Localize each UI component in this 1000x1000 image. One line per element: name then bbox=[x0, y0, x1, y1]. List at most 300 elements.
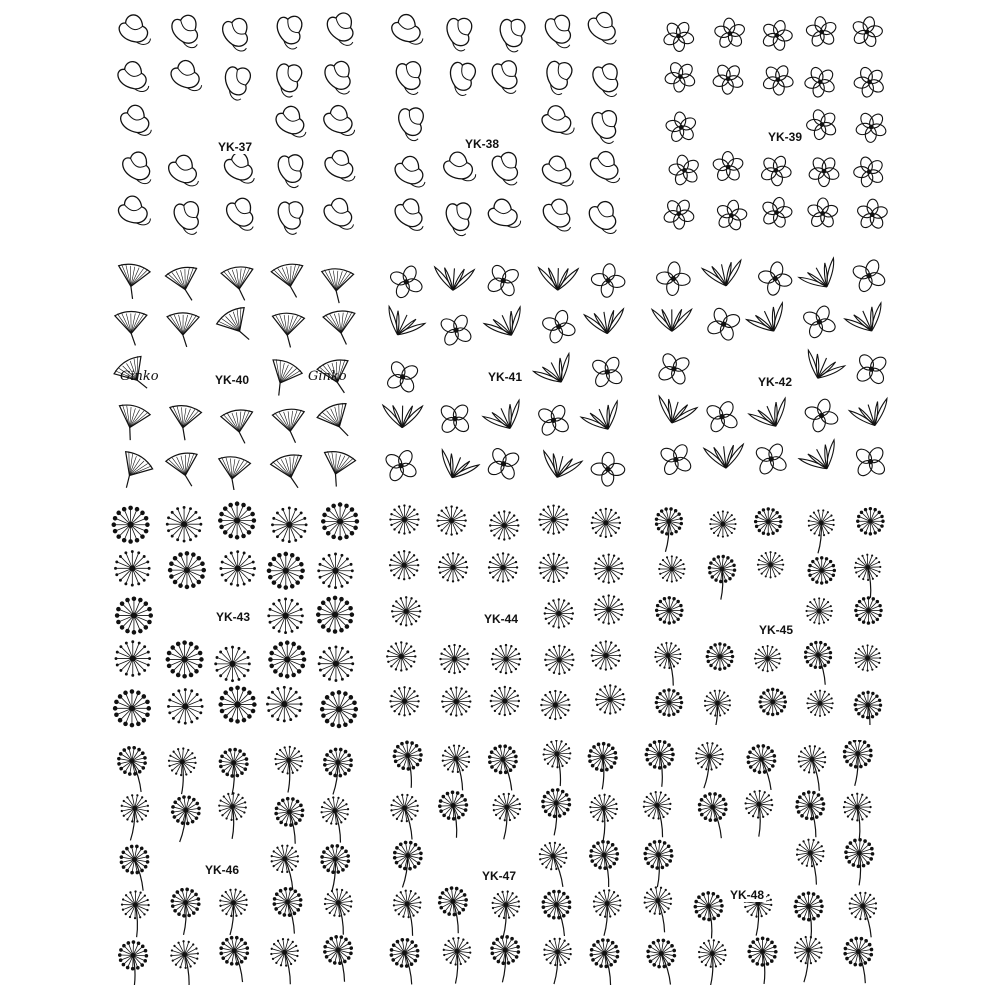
motif-shape bbox=[320, 690, 358, 728]
motif-shape bbox=[756, 15, 797, 55]
motif-shape bbox=[806, 690, 833, 717]
motif-shape bbox=[658, 54, 703, 99]
motif-shape bbox=[436, 885, 471, 935]
motif-shape bbox=[756, 58, 800, 101]
motif-shape bbox=[799, 102, 844, 147]
motif-shape bbox=[440, 742, 475, 792]
sheet-yk-40 bbox=[108, 255, 363, 490]
motif-shape bbox=[488, 791, 524, 842]
motif-shape bbox=[114, 193, 152, 233]
motif-shape bbox=[538, 451, 582, 483]
sheet-yk-41 bbox=[378, 258, 633, 490]
motif-shape bbox=[695, 789, 734, 842]
motif-shape bbox=[489, 510, 519, 540]
motif-shape bbox=[386, 837, 426, 890]
motif-shape bbox=[749, 398, 794, 434]
motif-shape bbox=[214, 646, 250, 682]
motif-shape bbox=[436, 505, 466, 535]
motif-shape bbox=[488, 552, 518, 582]
motif-shape bbox=[800, 350, 845, 386]
motif-shape bbox=[803, 507, 837, 555]
motif-shape bbox=[321, 933, 358, 984]
motif-shape bbox=[317, 553, 353, 589]
sheet-code-label: YK-43 bbox=[216, 610, 251, 624]
motif-shape bbox=[847, 13, 886, 51]
motif-shape bbox=[382, 405, 422, 428]
motif-shape bbox=[273, 104, 307, 142]
motif-shape bbox=[806, 198, 840, 230]
motif-shape bbox=[793, 891, 824, 939]
motif-shape bbox=[222, 150, 255, 188]
motif-shape bbox=[694, 938, 728, 985]
motif-shape bbox=[805, 597, 832, 624]
motif-shape bbox=[708, 146, 748, 187]
motif-shape bbox=[167, 886, 203, 937]
motif-shape bbox=[655, 596, 684, 625]
motif-shape bbox=[391, 888, 425, 938]
motif-shape bbox=[706, 642, 735, 671]
motif-shape bbox=[699, 394, 745, 440]
motif-shape bbox=[113, 262, 151, 301]
sweet-pea-flowers-icon bbox=[108, 12, 363, 242]
motif-shape bbox=[115, 59, 150, 98]
motif-shape bbox=[539, 153, 575, 192]
motif-shape bbox=[856, 507, 885, 536]
motif-shape bbox=[271, 312, 305, 348]
motif-shape bbox=[484, 307, 529, 344]
motif-shape bbox=[641, 884, 677, 935]
motif-shape bbox=[801, 395, 843, 437]
motif-shape bbox=[165, 404, 202, 443]
sheet-code-label: YK-45 bbox=[759, 623, 794, 637]
motif-shape bbox=[542, 198, 571, 233]
motif-shape bbox=[847, 255, 891, 298]
motif-shape bbox=[849, 105, 893, 150]
motif-shape bbox=[843, 793, 872, 840]
motif-shape bbox=[538, 268, 578, 291]
motif-shape bbox=[487, 888, 522, 938]
motif-shape bbox=[591, 640, 621, 670]
motif-shape bbox=[653, 436, 699, 482]
sheet-code-label: YK-42 bbox=[758, 375, 793, 389]
motif-shape bbox=[221, 265, 257, 303]
sheet-code-label: YK-46 bbox=[205, 863, 240, 877]
motif-shape bbox=[702, 302, 746, 346]
motif-shape bbox=[537, 786, 573, 837]
motif-shape bbox=[591, 62, 619, 97]
motif-shape bbox=[748, 436, 794, 482]
motif-shape bbox=[431, 395, 478, 442]
motif-shape bbox=[699, 687, 734, 725]
motif-shape bbox=[389, 504, 419, 534]
motif-shape bbox=[322, 196, 355, 234]
motif-shape bbox=[842, 837, 875, 886]
motif-shape bbox=[218, 685, 256, 723]
motif-shape bbox=[658, 14, 701, 58]
motif-shape bbox=[706, 57, 751, 102]
motif-shape bbox=[166, 153, 199, 191]
motif-shape bbox=[267, 598, 303, 634]
motif-shape bbox=[854, 553, 883, 598]
motif-shape bbox=[114, 745, 154, 796]
ginko-script-right: Ginko bbox=[308, 369, 347, 384]
motif-shape bbox=[588, 839, 622, 889]
dandelion-stem-icon bbox=[380, 740, 630, 985]
motif-shape bbox=[166, 506, 202, 542]
motif-shape bbox=[114, 791, 151, 842]
motif-shape bbox=[538, 553, 568, 583]
motif-shape bbox=[166, 640, 204, 678]
motif-shape bbox=[594, 553, 624, 583]
motif-shape bbox=[539, 887, 578, 939]
motif-shape bbox=[221, 17, 250, 52]
motif-shape bbox=[387, 936, 425, 985]
motif-shape bbox=[440, 149, 478, 190]
motif-shape bbox=[214, 886, 250, 937]
motif-shape bbox=[216, 933, 255, 985]
motif-shape bbox=[807, 556, 836, 585]
motif-shape bbox=[171, 199, 201, 235]
motif-shape bbox=[754, 149, 797, 192]
motif-shape bbox=[269, 936, 303, 985]
motif-shape bbox=[588, 936, 624, 985]
motif-shape bbox=[538, 56, 576, 97]
motif-shape bbox=[163, 792, 204, 845]
motif-shape bbox=[757, 551, 784, 578]
motif-shape bbox=[754, 507, 783, 536]
motif-shape bbox=[315, 400, 359, 444]
motif-shape bbox=[315, 842, 352, 894]
motif-shape bbox=[590, 262, 627, 299]
motif-shape bbox=[544, 14, 571, 48]
motif-shape bbox=[392, 740, 425, 789]
motif-shape bbox=[794, 837, 829, 887]
ginko-script-left: Ginko bbox=[120, 369, 159, 384]
motif-shape bbox=[440, 13, 476, 52]
motif-shape bbox=[118, 103, 153, 142]
sheet-code-label: YK-38 bbox=[465, 137, 500, 151]
motif-shape bbox=[845, 303, 890, 339]
motif-shape bbox=[757, 194, 796, 232]
motif-shape bbox=[588, 107, 620, 144]
motif-shape bbox=[758, 688, 787, 717]
motif-shape bbox=[441, 686, 471, 716]
motif-shape bbox=[217, 61, 255, 102]
motif-shape bbox=[219, 550, 255, 586]
rose-blossom-icon bbox=[658, 12, 893, 237]
motif-shape bbox=[378, 443, 424, 489]
motif-shape bbox=[323, 309, 359, 346]
sheet-yk-38 bbox=[383, 10, 628, 245]
sheet-code-label: YK-41 bbox=[488, 370, 523, 384]
motif-shape bbox=[838, 740, 875, 788]
motif-shape bbox=[640, 838, 674, 888]
motif-shape bbox=[534, 354, 579, 392]
motif-shape bbox=[799, 440, 844, 478]
motif-shape bbox=[536, 838, 576, 890]
motif-shape bbox=[588, 887, 624, 938]
motif-shape bbox=[272, 408, 307, 445]
motif-shape bbox=[588, 201, 616, 235]
motif-shape bbox=[538, 935, 574, 985]
motif-shape bbox=[321, 103, 356, 142]
sweet-pea-flowers-icon bbox=[383, 10, 628, 245]
motif-shape bbox=[379, 354, 425, 400]
motif-shape bbox=[172, 15, 198, 48]
motif-shape bbox=[756, 259, 795, 298]
motif-shape bbox=[848, 346, 895, 393]
motif-shape bbox=[112, 506, 150, 544]
motif-shape bbox=[165, 450, 204, 490]
sheet-code-label: YK-37 bbox=[218, 140, 253, 154]
motif-shape bbox=[651, 346, 697, 392]
motif-shape bbox=[847, 59, 892, 104]
motif-shape bbox=[712, 197, 750, 234]
motif-shape bbox=[705, 553, 738, 600]
motif-shape bbox=[327, 13, 353, 45]
motif-shape bbox=[316, 596, 354, 634]
motif-shape bbox=[660, 106, 702, 149]
motif-shape bbox=[584, 309, 627, 337]
motif-shape bbox=[380, 306, 425, 343]
sheet-code-label: YK-47 bbox=[482, 869, 517, 883]
motif-shape bbox=[653, 640, 685, 687]
motif-shape bbox=[747, 936, 778, 984]
motif-shape bbox=[795, 743, 831, 794]
motif-shape bbox=[270, 262, 308, 301]
motif-shape bbox=[491, 644, 521, 674]
motif-shape bbox=[226, 198, 254, 232]
motif-shape bbox=[653, 396, 697, 429]
sheet-yk-44 bbox=[378, 500, 633, 725]
motif-shape bbox=[794, 789, 829, 840]
motif-shape bbox=[754, 645, 781, 672]
motif-shape bbox=[389, 686, 419, 716]
motif-shape bbox=[268, 842, 305, 893]
motif-shape bbox=[849, 399, 893, 432]
motif-shape bbox=[273, 151, 306, 189]
motif-shape bbox=[490, 59, 518, 94]
motif-shape bbox=[272, 12, 306, 50]
motif-shape bbox=[655, 688, 684, 717]
motif-shape bbox=[854, 644, 881, 671]
motif-shape bbox=[113, 689, 151, 727]
motif-shape bbox=[218, 501, 256, 539]
motif-shape bbox=[442, 57, 480, 98]
motif-shape bbox=[319, 795, 353, 845]
motif-shape bbox=[168, 551, 206, 589]
motif-shape bbox=[392, 59, 423, 96]
motif-shape bbox=[585, 741, 619, 791]
motif-shape bbox=[169, 939, 201, 985]
motif-shape bbox=[587, 11, 617, 47]
motif-shape bbox=[270, 885, 307, 937]
motif-shape bbox=[742, 789, 774, 837]
sheet-yk-42 bbox=[650, 255, 895, 485]
motif-shape bbox=[220, 408, 257, 446]
motif-shape bbox=[847, 438, 894, 485]
sheet-yk-39 bbox=[658, 12, 893, 237]
dandelion-stem-icon bbox=[635, 740, 885, 985]
sheet-yk-45 bbox=[645, 500, 895, 725]
motif-shape bbox=[440, 198, 474, 237]
motif-shape bbox=[538, 306, 580, 348]
motif-shape bbox=[542, 740, 573, 787]
motif-shape bbox=[641, 789, 675, 839]
motif-shape bbox=[394, 198, 424, 234]
motif-shape bbox=[111, 402, 151, 444]
motif-shape bbox=[655, 261, 691, 297]
motif-shape bbox=[491, 152, 518, 185]
motif-shape bbox=[115, 596, 153, 634]
motif-shape bbox=[322, 148, 356, 186]
motif-shape bbox=[116, 12, 152, 52]
motif-shape bbox=[165, 746, 198, 795]
motif-shape bbox=[493, 14, 529, 54]
sheet-code-label: YK-39 bbox=[768, 130, 803, 144]
motif-shape bbox=[117, 940, 149, 985]
motif-shape bbox=[391, 596, 421, 626]
motif-shape bbox=[788, 933, 825, 984]
motif-shape bbox=[215, 746, 250, 796]
motif-shape bbox=[853, 690, 882, 725]
motif-shape bbox=[743, 741, 784, 794]
motif-shape bbox=[747, 303, 792, 340]
sheet-code-label: YK-40 bbox=[215, 373, 250, 387]
motif-shape bbox=[270, 452, 310, 490]
motif-shape bbox=[271, 507, 307, 543]
motif-shape bbox=[316, 745, 356, 797]
motif-shape bbox=[386, 641, 416, 671]
motif-shape bbox=[388, 12, 424, 52]
motif-shape bbox=[544, 645, 574, 675]
motif-shape bbox=[841, 934, 878, 985]
sheet-yk-48 bbox=[635, 740, 885, 985]
motif-shape bbox=[115, 640, 151, 676]
motif-shape bbox=[709, 510, 736, 537]
motif-shape bbox=[433, 307, 479, 353]
motif-shape bbox=[530, 397, 576, 443]
motif-shape bbox=[581, 401, 626, 437]
motif-shape bbox=[439, 935, 473, 985]
motif-shape bbox=[389, 550, 419, 580]
sheet-yk-46 bbox=[108, 745, 363, 985]
motif-shape bbox=[267, 552, 305, 590]
motif-shape bbox=[704, 444, 746, 470]
motif-shape bbox=[392, 154, 426, 192]
motif-shape bbox=[797, 300, 841, 344]
motif-shape bbox=[266, 686, 302, 722]
motif-shape bbox=[490, 686, 520, 716]
motif-shape bbox=[584, 349, 631, 396]
motif-shape bbox=[643, 935, 683, 985]
motif-shape bbox=[268, 58, 306, 99]
motif-shape bbox=[268, 640, 306, 678]
motif-shape bbox=[393, 103, 427, 142]
motif-shape bbox=[484, 195, 522, 236]
motif-shape bbox=[120, 890, 150, 937]
motif-shape bbox=[321, 502, 359, 540]
motif-shape bbox=[798, 59, 843, 104]
motif-shape bbox=[799, 258, 844, 297]
motif-shape bbox=[110, 448, 155, 490]
motif-shape bbox=[800, 12, 842, 54]
motif-shape bbox=[658, 192, 701, 236]
sheet-yk-47 bbox=[380, 740, 630, 985]
motif-shape bbox=[801, 638, 837, 687]
motif-shape bbox=[319, 268, 354, 305]
motif-shape bbox=[384, 260, 428, 304]
motif-shape bbox=[485, 741, 525, 794]
motif-shape bbox=[117, 842, 156, 895]
motif-shape bbox=[434, 450, 479, 485]
motif-shape bbox=[663, 148, 706, 192]
motif-shape bbox=[168, 58, 203, 97]
motif-shape bbox=[480, 258, 526, 304]
motif-shape bbox=[437, 790, 469, 839]
motif-shape bbox=[855, 198, 889, 231]
motif-shape bbox=[693, 891, 725, 939]
motif-shape bbox=[650, 505, 686, 554]
motif-shape bbox=[658, 555, 685, 582]
motif-shape bbox=[317, 449, 357, 490]
motif-shape bbox=[272, 197, 307, 236]
motif-shape bbox=[588, 150, 620, 187]
motif-shape bbox=[322, 887, 355, 936]
motif-shape bbox=[121, 151, 151, 187]
motif-shape bbox=[165, 265, 204, 306]
sheet-yk-37 bbox=[108, 12, 363, 242]
motif-shape bbox=[544, 598, 574, 628]
motif-shape bbox=[538, 102, 576, 143]
sheet-code-label: YK-48 bbox=[730, 888, 765, 902]
sheet-code-label: YK-44 bbox=[484, 612, 519, 626]
motif-shape bbox=[438, 552, 468, 582]
motif-shape bbox=[846, 889, 884, 941]
motif-shape bbox=[644, 740, 674, 787]
motif-shape bbox=[114, 550, 150, 586]
motif-shape bbox=[594, 594, 624, 624]
motif-shape bbox=[272, 745, 305, 794]
motif-shape bbox=[709, 12, 750, 54]
motif-shape bbox=[538, 504, 568, 534]
motif-shape bbox=[486, 933, 523, 984]
motif-shape bbox=[483, 400, 528, 436]
motif-shape bbox=[433, 267, 474, 292]
motif-shape bbox=[688, 740, 727, 791]
lily-flower-icon bbox=[650, 255, 895, 485]
motif-shape bbox=[318, 645, 354, 681]
motif-shape bbox=[167, 688, 203, 724]
motif-shape bbox=[215, 304, 260, 350]
motif-shape bbox=[802, 149, 847, 193]
motif-shape bbox=[847, 149, 892, 194]
dandelion-scatter-icon bbox=[645, 500, 895, 725]
motif-shape bbox=[388, 791, 425, 842]
motif-shape bbox=[261, 356, 304, 400]
motif-shape bbox=[167, 313, 199, 347]
motif-shape bbox=[214, 455, 251, 490]
motif-shape bbox=[540, 690, 570, 720]
motif-shape bbox=[591, 452, 625, 486]
motif-shape bbox=[702, 260, 745, 290]
motif-shape bbox=[854, 596, 883, 625]
motif-shape bbox=[439, 644, 469, 674]
sheet-yk-43 bbox=[108, 500, 363, 730]
motif-shape bbox=[324, 61, 351, 95]
motif-shape bbox=[481, 441, 527, 487]
motif-shape bbox=[115, 311, 148, 346]
